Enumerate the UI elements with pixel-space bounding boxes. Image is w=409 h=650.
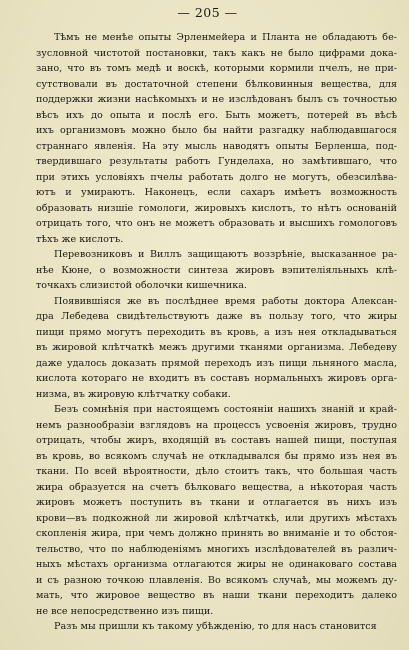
page-number: — 205 — (177, 5, 238, 20)
text-line: тельство, что по наблюденіямъ многихъ изслѣдователей въ различ- (36, 543, 397, 555)
text-line: немъ разнообразіи взглядовъ на процессъ усвоенія жировъ, трудно (36, 419, 397, 431)
text-line: страннаго явленія. На эту мысль наводятъ опыты Берленша, под- (36, 140, 397, 152)
text-line: ихъ организмовъ можно было бы найти разгадку наблюдавшагося (36, 125, 397, 136)
text-line: пищи прямо могутъ переходить въ кровь, а изъ нея откладываться (36, 326, 397, 338)
text-line: тѣхъ же кислотъ. (36, 233, 124, 245)
text-line: Появившіяся же въ послѣднее время работы доктора Алексан- (54, 295, 397, 307)
text-line: жира образуется на счетъ бѣлковаго вещества, а нѣкоторая часть (36, 481, 397, 493)
text-line: въ жировой клѣтчаткѣ межъ другими тканями организма. Лебедеву (36, 342, 397, 353)
text-line: твердившаго результаты работъ Гунделаха, но замѣтившаго, что (36, 156, 397, 167)
text-line: низма, въ жировую клѣтчатку собаки. (36, 388, 231, 400)
text-line: Разъ мы пришли къ такому убѣжденію, то для насъ становится (54, 621, 377, 632)
paragraph (18, 619, 397, 635)
text-line: скопленія жира, при чемъ должно принять во вниманіе и то обстоя- (36, 528, 397, 539)
text-line: поддержки жизни насѣкомыхъ и не изслѣдованъ былъ съ точностью (36, 94, 397, 105)
text-line: нѣе Кюне, о возможности синтеза жировъ вэпителіяльныхъ клѣ- (36, 264, 397, 276)
text-line: дра Лебедева свидѣтельствуютъ даже въ пользу того, что жиры (36, 311, 397, 322)
text-line: ныхъ мѣстахъ организма отлагаются жиры не одинаковаго состава (36, 559, 397, 570)
body-text (18, 30, 397, 635)
text-line: крови—въ подкожной ли жировой клѣтчаткѣ, или другихъ мѣстахъ (36, 512, 397, 524)
text-line: зусловной чистотой постановки, такъ какъ не было цифрами дока- (36, 47, 397, 59)
paragraph (18, 294, 397, 403)
text-line: ютъ и умираютъ. Наконецъ, если сахаръ имѣетъ возможность (36, 187, 397, 198)
text-line: при этихъ условіяхъ пчелы работать долго не могутъ, обезсилѣва- (36, 171, 397, 183)
text-line: ткани. По всей вѣроятности, дѣло стоитъ такъ, что большая часть (36, 466, 397, 477)
text-line: мать, что жировое вещество въ наши ткани переходитъ далеко (36, 590, 397, 601)
text-line: зано, что въ томъ медѣ и воскѣ, которыми кормили пчелъ, не при- (36, 63, 397, 74)
paragraph (18, 247, 397, 294)
paragraph (18, 30, 397, 247)
text-line: вѣсъ ихъ до опыта и послѣ его. Быть можетъ, потерей въ вѣсѣ (36, 109, 397, 121)
text-line: и съ разною точкою плавленія. Во всякомъ случаѣ, мы можемъ ду- (36, 574, 397, 586)
text-line: Тѣмъ не менѣе опыты Эрленмейера и Планта не обладаютъ бе- (54, 32, 397, 43)
text-line: Безъ сомнѣнія при настоящемъ состояніи нашихъ знаній и край- (54, 404, 397, 415)
text-line: сутствовали въ достаточной степени бѣлковинныя вещества, для (36, 78, 397, 90)
text-line: не все непосредственно изъ пищи. (36, 605, 214, 617)
text-line: Перевозниковъ и Виллъ защищаютъ воззрѣніе, высказанное ра- (54, 249, 397, 260)
text-line: жировъ можетъ поступить въ ткани и отлагается въ нихъ изъ (36, 497, 397, 508)
text-line: точкахъ слизистой оболочки кишечника. (36, 280, 247, 291)
text-line: кислота котораго не входитъ въ составъ нормальныхъ жировъ орга- (36, 373, 397, 384)
paragraph (18, 402, 397, 619)
text-line: отрицать того, что онъ не можетъ образовать и высшихъ гомологовъ (36, 218, 397, 229)
text-line: образовать низшіе гомологи, жировыхъ кислотъ, то нѣтъ основаній (36, 202, 397, 214)
text-line: отрицать, чтобы жиръ, входящій въ составъ нашей пищи, поступая (36, 435, 397, 446)
text-line: въ кровь, во всякомъ случаѣ не откладывался бы прямо изъ нея въ (36, 450, 397, 462)
text-line: даже удалось доказать прямой переходъ изъ пищи льняного масла, (36, 357, 397, 369)
